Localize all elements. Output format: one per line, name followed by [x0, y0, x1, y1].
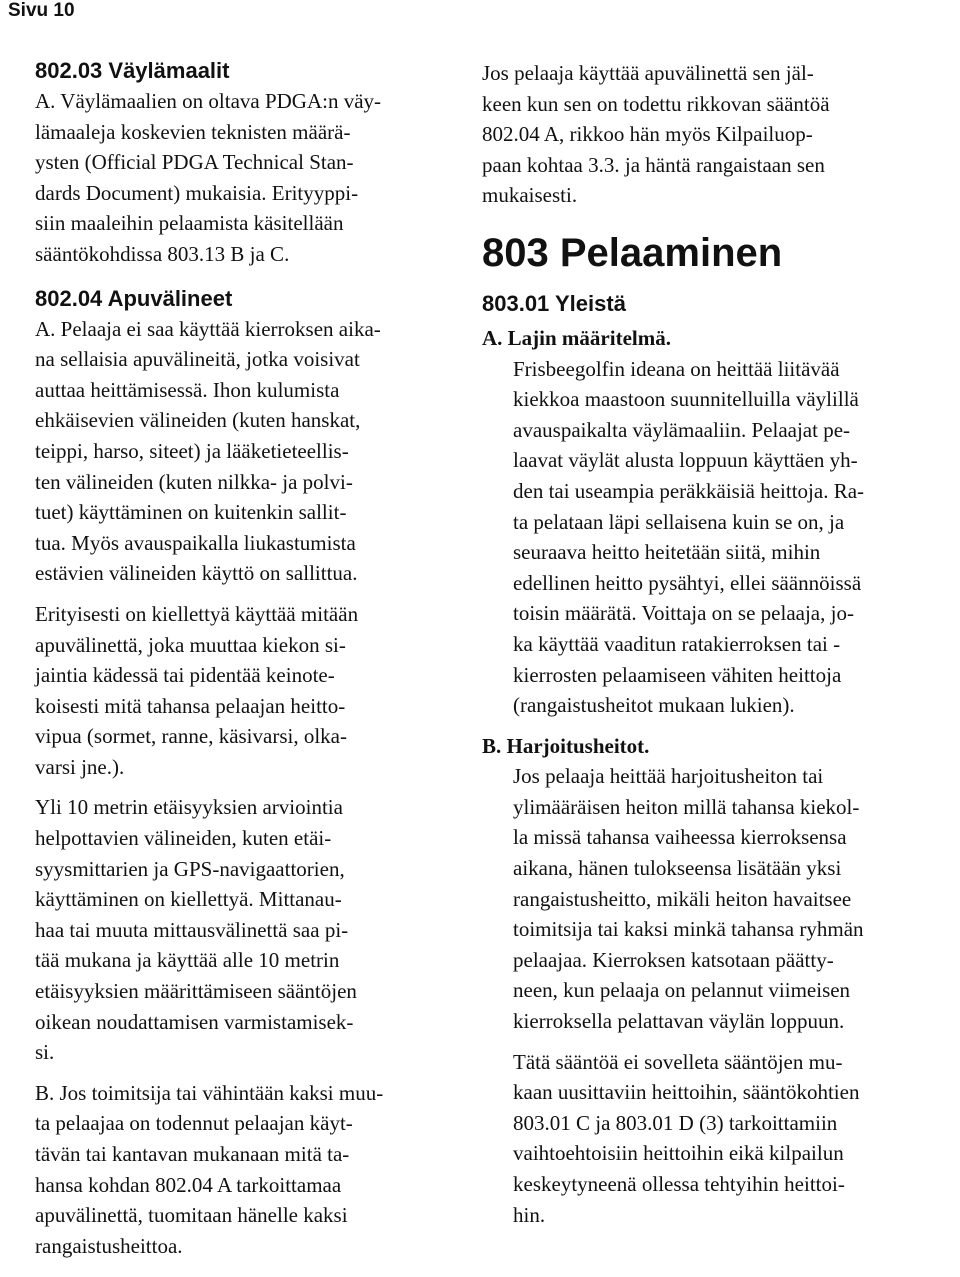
text-line: mukaisesti.	[482, 183, 578, 208]
text-line: kierrosten pelaamiseen vähiten heittoja	[513, 662, 842, 687]
text-line: lämaaleja koskevien teknisten määrä-	[35, 119, 351, 144]
text-line: ysten (Official PDGA Technical Stan-	[35, 150, 354, 175]
text-line: tuet) käyttäminen on kuitenkin sallit-	[35, 500, 347, 525]
text-line: seuraava heitto heitetään siitä, mihin	[513, 540, 821, 565]
text-line: kaan uusittaviin heittoihin, sääntökohtien	[513, 1080, 860, 1105]
text-line: toisin määrätä. Voittaja on se pelaaja, jo-	[513, 601, 854, 626]
text-line: varsi jne.).	[35, 754, 125, 779]
text-line: den tai useampia peräkkäisiä heittoja. Ra-	[513, 478, 865, 503]
text-line: vipua (sormet, ranne, käsivarsi, olka-	[35, 724, 347, 749]
text-line: ta pelaajaa on todennut pelaajan käyt-	[35, 1111, 353, 1136]
section-802-04-b-continuation	[482, 58, 952, 211]
text-line: pelaajaa. Kierroksen katsotaan päätty-	[513, 947, 834, 972]
text-line: toimitsija tai kaksi minkä tahansa ryhmän	[513, 917, 864, 942]
text-line: B. Jos toimitsija tai vähintään kaksi muu-	[35, 1080, 384, 1105]
section-802-04-title: 802.04 Apuvälineet	[35, 285, 233, 311]
text-line: Tätä sääntöä ei sovelleta sääntöjen mu-	[513, 1049, 843, 1074]
text-line: käyttäminen on kiellettyä. Mittanau-	[35, 887, 342, 912]
text-line: A. Väylämaalien on oltava PDGA:n väy-	[35, 89, 382, 113]
text-line: ylimääräisen heiton millä tahansa kiekol-	[513, 794, 860, 819]
text-line: tävän tai kantavan mukanaan mitä ta-	[35, 1142, 350, 1166]
text-line: koisesti mitä tahansa pelaajan heitto-	[35, 693, 346, 718]
text-line: paan kohtaa 3.3. ja häntä rangaistaan sen	[482, 152, 825, 177]
text-line: hansa kohdan 802.04 A tarkoittamaa	[35, 1172, 342, 1197]
section-802-03-a-text	[35, 86, 455, 270]
text-line: avauspaikalta väylämaaliin. Pelaajat pe-	[513, 417, 851, 442]
text-line: laavat väylät alusta loppuun käyttäen yh-	[513, 448, 858, 473]
section-803-01-b-text	[482, 761, 952, 1036]
section-802-04-a-text	[35, 314, 455, 589]
section-803-01-b-label: B. Harjoitusheitot.	[482, 733, 650, 758]
text-line: kiekkoa maastoon suunnitelluilla väylillä	[513, 387, 859, 412]
text-line: teippi, harso, siteet) ja lääketieteellis-	[35, 438, 349, 463]
text-line: auttaa heittämisessä. Ihon kulumista	[35, 377, 340, 402]
text-line: Jos pelaaja heittää harjoitusheiton tai	[513, 764, 824, 789]
text-line: kierroksella pelattavan väylän loppuun.	[513, 1009, 845, 1034]
text-line: Yli 10 metrin etäisyyksien arviointia	[35, 795, 343, 820]
text-line: haa tai muuta mittausvälinettä saa pi-	[35, 917, 349, 942]
text-line: apuvälinettä, tuomitaan hänelle kaksi	[35, 1203, 348, 1228]
text-line: dards Document) mukaisia. Erityyppi-	[35, 180, 359, 205]
text-line: etäisyyksien määrittämiseen sääntöjen	[35, 979, 357, 1004]
text-line: 803.01 C ja 803.01 D (3) tarkoittamiin	[513, 1110, 838, 1135]
text-line: edellinen heitto pysähtyi, ellei säännöissä	[513, 570, 862, 595]
text-line: keskeytyneenä ollessa tehtyihin heittoi-	[513, 1172, 845, 1196]
text-line: tua. Myös avauspaikalla liukastumista	[35, 530, 356, 555]
text-line: tää mukana ja käyttää alle 10 metrin	[35, 948, 340, 973]
text-line: na sellaisia apuvälineitä, jotka voisivat	[35, 347, 360, 372]
section-802-03-title: 802.03 Väylämaalit	[35, 58, 230, 83]
text-line: A. Pelaaja ei saa käyttää kierroksen aika-	[35, 316, 381, 341]
right-column	[482, 58, 952, 1230]
text-line: jaintia kädessä tai pidentää keinote-	[35, 663, 335, 688]
text-line: neen, kun pelaaja on pelannut viimeisen	[513, 978, 851, 1003]
text-line: aikana, hänen tulokseensa lisätään yksi	[513, 856, 842, 881]
section-803-01-a-label: A. Lajin määritelmä.	[482, 325, 671, 350]
page-number-label: Sivu 10	[8, 0, 75, 21]
section-803-01-b-paragraph-2	[482, 1047, 952, 1231]
text-line: sääntökohdissa 803.13 B ja C.	[35, 241, 290, 266]
text-line: oikean noudattamisen varmistamisek-	[35, 1009, 354, 1034]
text-line: 802.04 A, rikkoo hän myös Kilpailuop-	[482, 122, 813, 147]
text-line: estävien välineiden käyttö on sallittua.	[35, 561, 358, 586]
text-line: ta pelataan läpi sellaisena kuin se on, ja	[513, 509, 845, 534]
text-line: Frisbeegolfin ideana on heittää liitävää	[513, 356, 840, 381]
text-line: Erityisesti on kiellettyä käyttää mitään	[35, 601, 359, 626]
text-line: helpottavien välineiden, kuten etäi-	[35, 826, 332, 851]
left-column	[35, 56, 455, 1261]
text-line: syysmittarien ja GPS-navigaattorien,	[35, 856, 345, 881]
section-803-01-a-text	[482, 354, 952, 721]
text-line: vaihtoehtoisiin heittoihin eikä kilpailun	[513, 1141, 844, 1166]
text-line: ten välineiden (kuten nilkka- ja polvi-	[35, 469, 353, 494]
section-802-04-a-paragraph-3	[35, 792, 455, 1067]
text-line: keen kun sen on todettu rikkovan sääntöä	[482, 91, 830, 116]
text-line: si.	[35, 1040, 55, 1065]
chapter-803-title: 803 Pelaaminen	[482, 230, 783, 275]
text-line: Jos pelaaja käyttää apuvälinettä sen jäl-	[482, 61, 814, 85]
text-line: la missä tahansa vaiheessa kierroksensa	[513, 825, 847, 850]
text-line: ehkäisevien välineiden (kuten hanskat,	[35, 408, 361, 433]
section-802-04-b-text	[35, 1078, 455, 1262]
text-line: hin.	[513, 1202, 546, 1227]
text-line: rangaistusheitto, mikäli heiton havaitsee	[513, 886, 852, 911]
section-803-01-title: 803.01 Yleistä	[482, 290, 626, 316]
text-line: ka käyttää vaaditun ratakierroksen tai -	[513, 631, 841, 656]
text-line: rangaistusheittoa.	[35, 1233, 183, 1258]
text-line: (rangaistusheitot mukaan lukien).	[513, 693, 795, 718]
text-line: apuvälinettä, joka muuttaa kiekon si-	[35, 632, 346, 657]
section-802-04-a-paragraph-2	[35, 599, 455, 783]
text-line: siin maaleihin pelaamista käsitellään	[35, 211, 344, 236]
